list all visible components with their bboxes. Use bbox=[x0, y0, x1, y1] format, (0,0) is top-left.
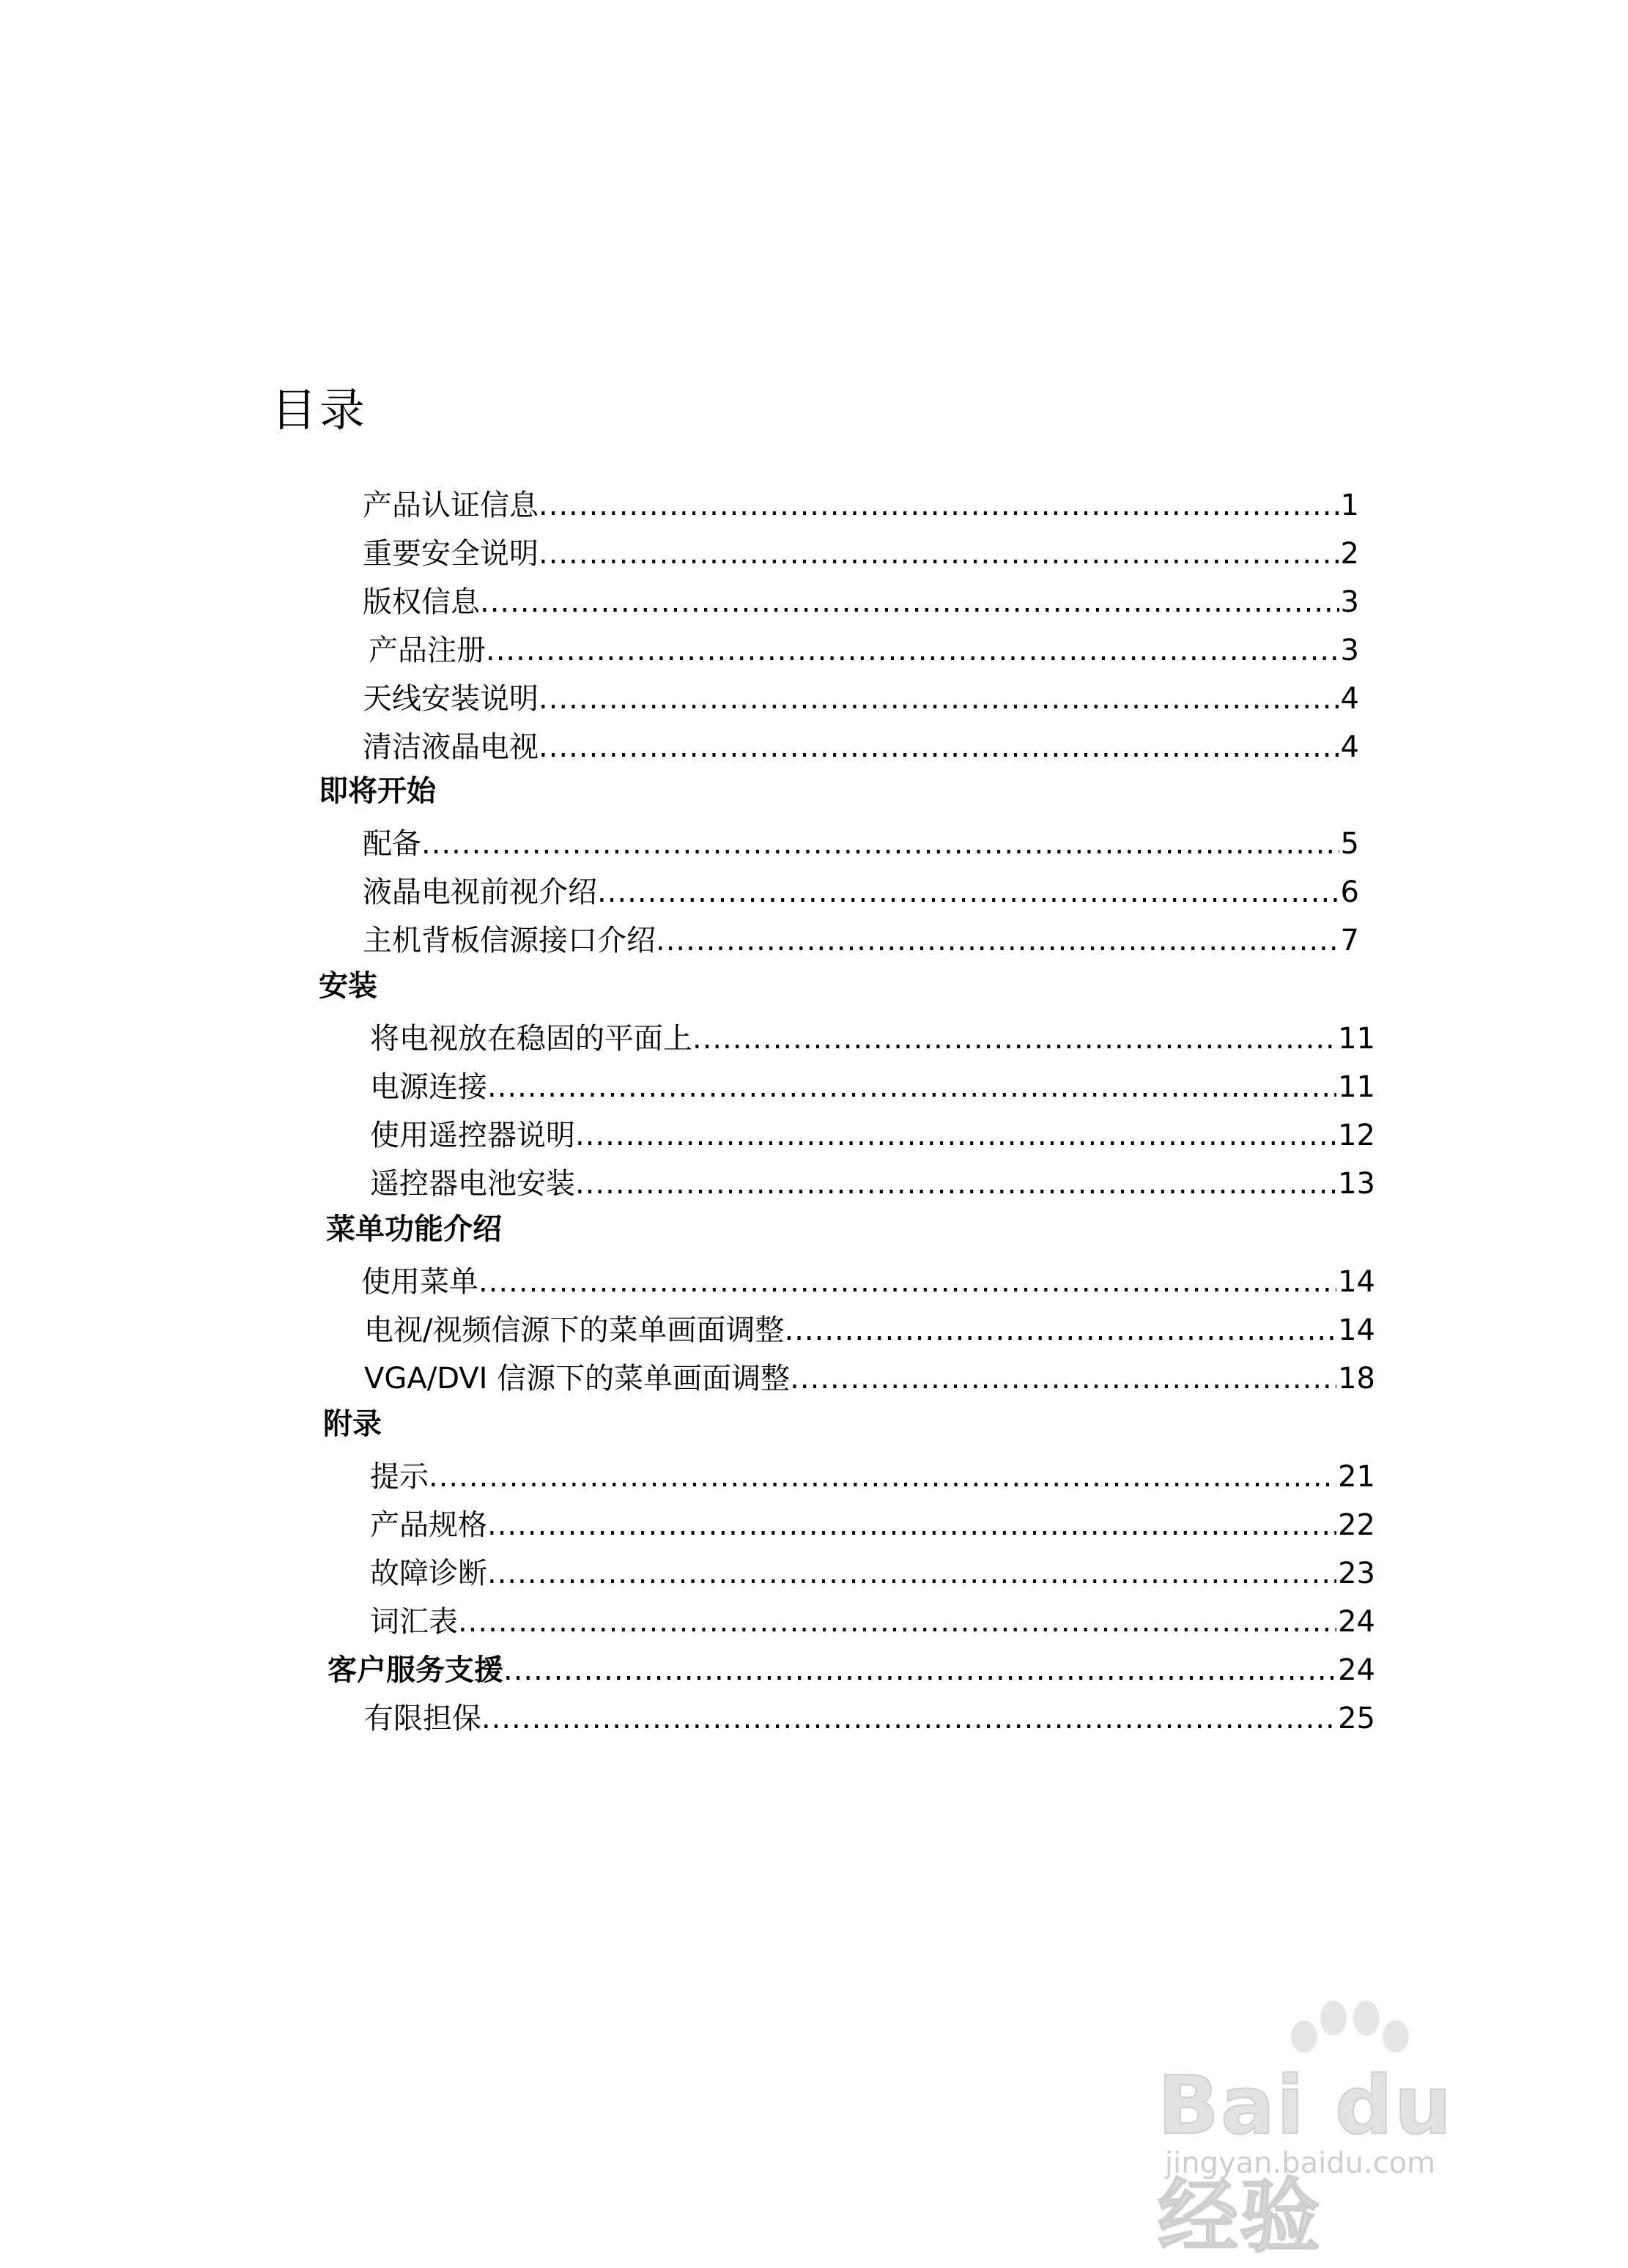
dot-leader bbox=[487, 1067, 1336, 1108]
toc-entry-page: 14 bbox=[1338, 1313, 1375, 1347]
dot-leader bbox=[539, 485, 1339, 526]
toc-entry-page: 7 bbox=[1340, 924, 1359, 957]
toc-entry-page: 5 bbox=[1340, 827, 1359, 861]
toc-entry-page: 24 bbox=[1338, 1605, 1375, 1639]
dot-leader bbox=[575, 1115, 1336, 1156]
toc-entry-page: 22 bbox=[1338, 1508, 1375, 1542]
toc-entry-page: 12 bbox=[1338, 1119, 1375, 1152]
toc-entry-label: 配备 bbox=[363, 827, 421, 861]
toc-entry-page: 11 bbox=[1338, 1070, 1375, 1104]
toc-entry-page: 13 bbox=[1338, 1167, 1375, 1201]
watermark-brand: Bai du 经验 bbox=[1158, 2058, 1454, 2264]
toc-entry-using-menu[interactable] bbox=[361, 1261, 1375, 1302]
toc-entry-page: 3 bbox=[1340, 585, 1359, 619]
toc-entry-remote-battery[interactable] bbox=[370, 1163, 1375, 1204]
toc-entry-page: 2 bbox=[1340, 537, 1359, 571]
toc-entry-label: 清洁液晶电视 bbox=[363, 730, 539, 764]
toc-entry-page: 11 bbox=[1338, 1022, 1375, 1056]
toc-entry-label: 主机背板信源接口介绍 bbox=[363, 924, 656, 957]
toc-entry-accessories[interactable] bbox=[363, 823, 1359, 864]
dot-leader bbox=[486, 630, 1339, 671]
toc-entry-rear-panel[interactable] bbox=[363, 920, 1359, 961]
toc-entry-page: 4 bbox=[1340, 730, 1359, 764]
toc-entry-label: 使用菜单 bbox=[361, 1265, 478, 1299]
toc-entry-power-connection[interactable] bbox=[370, 1067, 1375, 1108]
toc-entry-warranty[interactable] bbox=[364, 1698, 1375, 1739]
dot-leader bbox=[692, 1018, 1336, 1059]
dot-leader bbox=[481, 1698, 1336, 1739]
toc-entry-page: 18 bbox=[1338, 1362, 1375, 1396]
section-heading-installation: 安装 bbox=[319, 969, 377, 1003]
dot-leader bbox=[503, 1650, 1336, 1691]
toc-entry-label: 有限担保 bbox=[364, 1702, 481, 1735]
toc-entry-label: 电视/视频信源下的菜单画面调整 bbox=[364, 1313, 785, 1347]
dot-leader bbox=[784, 1310, 1336, 1351]
dot-leader bbox=[478, 1261, 1336, 1302]
toc-entry-vga-dvi-menu[interactable] bbox=[364, 1358, 1375, 1399]
toc-entry-label: 词汇表 bbox=[370, 1605, 458, 1639]
toc-entry-label: 液晶电视前视介绍 bbox=[363, 875, 597, 909]
toc-entry-label: 客户服务支援 bbox=[328, 1653, 503, 1687]
toc-entry-cleaning[interactable] bbox=[363, 727, 1359, 768]
section-heading-menu-functions: 菜单功能介绍 bbox=[326, 1212, 502, 1246]
dot-leader bbox=[421, 823, 1339, 864]
toc-entry-page: 1 bbox=[1340, 489, 1359, 522]
dot-leader bbox=[429, 1456, 1336, 1497]
page-title: 目录 bbox=[271, 383, 369, 437]
toc-entry-tv-video-menu[interactable] bbox=[364, 1310, 1375, 1351]
toc-entry-page: 23 bbox=[1338, 1557, 1375, 1590]
toc-entry-label: 重要安全说明 bbox=[363, 537, 539, 571]
dot-leader bbox=[539, 727, 1339, 768]
toc-entry-label: 电源连接 bbox=[370, 1070, 487, 1104]
toc-entry-safety[interactable] bbox=[363, 533, 1359, 574]
toc-entry-antenna[interactable] bbox=[363, 678, 1359, 719]
toc-entry-page: 21 bbox=[1338, 1460, 1375, 1494]
toc-entry-label: 产品认证信息 bbox=[363, 489, 539, 522]
toc-entry-page: 6 bbox=[1340, 875, 1359, 909]
toc-entry-troubleshooting[interactable] bbox=[370, 1553, 1375, 1594]
toc-entry-stable-surface[interactable] bbox=[370, 1018, 1375, 1059]
dot-leader bbox=[458, 1601, 1336, 1642]
toc-entry-label: 遥控器电池安装 bbox=[370, 1167, 575, 1201]
toc-entry-label: 产品注册 bbox=[369, 634, 486, 667]
dot-leader bbox=[539, 678, 1339, 719]
section-heading-getting-started: 即将开始 bbox=[319, 774, 436, 808]
toc-entry-page: 14 bbox=[1338, 1265, 1375, 1299]
toc-entry-label: 故障诊断 bbox=[370, 1557, 487, 1590]
dot-leader bbox=[487, 1505, 1336, 1546]
toc-entry-tips[interactable] bbox=[370, 1456, 1375, 1497]
watermark-url: jingyan.baidu.com bbox=[1165, 2146, 1436, 2180]
toc-entry-label: 将电视放在稳固的平面上 bbox=[370, 1022, 692, 1056]
toc-entry-label: 使用遥控器说明 bbox=[370, 1119, 575, 1152]
toc-entry-page: 3 bbox=[1340, 634, 1359, 667]
dot-leader bbox=[539, 533, 1339, 574]
dot-leader bbox=[480, 582, 1339, 623]
toc-entry-page: 4 bbox=[1340, 682, 1359, 716]
toc-entry-label: 产品规格 bbox=[370, 1508, 487, 1542]
dot-leader bbox=[575, 1163, 1336, 1204]
toc-entry-customer-support[interactable] bbox=[328, 1650, 1375, 1691]
section-heading-appendix: 附录 bbox=[323, 1407, 382, 1441]
dot-leader bbox=[790, 1358, 1336, 1399]
dot-leader bbox=[656, 920, 1339, 961]
toc-entry-label: 天线安装说明 bbox=[363, 682, 539, 716]
toc-entry-label: VGA/DVI 信源下的菜单画面调整 bbox=[364, 1362, 791, 1396]
toc-entry-remote-usage[interactable] bbox=[370, 1115, 1375, 1156]
dot-leader bbox=[487, 1553, 1336, 1594]
toc-entry-specifications[interactable] bbox=[370, 1505, 1375, 1546]
toc-entry-certification[interactable] bbox=[363, 485, 1359, 526]
baidu-jingyan-watermark bbox=[1150, 1996, 1561, 2264]
toc-entry-copyright[interactable] bbox=[363, 582, 1359, 623]
toc-entry-label: 版权信息 bbox=[363, 585, 480, 619]
dot-leader bbox=[597, 872, 1339, 913]
toc-entry-glossary[interactable] bbox=[370, 1601, 1375, 1642]
toc-entry-page: 24 bbox=[1338, 1653, 1375, 1687]
toc-entry-label: 提示 bbox=[370, 1460, 429, 1494]
toc-entry-page: 25 bbox=[1338, 1702, 1375, 1735]
toc-entry-registration[interactable] bbox=[369, 630, 1359, 671]
toc-entry-front-view[interactable] bbox=[363, 872, 1359, 913]
